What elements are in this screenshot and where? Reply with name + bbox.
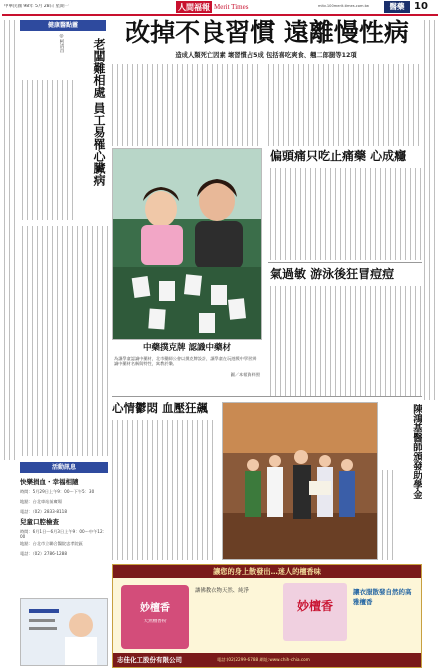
- photo-caption-body: 為讓學童認識中藥材，北市藥師公會以撲克牌設計，讓學童在玩遊戲中學習辨識中藥材名稱與特性，寓教於樂。: [114, 356, 257, 367]
- issue-date: 中華民國 98年 5月 28日 星期一: [4, 4, 70, 9]
- left-margin-body: [4, 20, 18, 460]
- page-number: 10: [414, 1, 428, 12]
- lead-body: [112, 64, 262, 146]
- event-dental-check-phone: 電話：（02）2786-1288: [20, 551, 67, 556]
- small-clinic-ad: [20, 598, 108, 666]
- masthead-logo-en: Merit Times: [214, 3, 249, 11]
- lead-body-2: [268, 64, 420, 146]
- left-column-headline: 老闆難相處 員工易罹心臟病: [92, 38, 106, 187]
- ceremony-illustration: [223, 403, 378, 560]
- article-body-migraine: [270, 168, 422, 260]
- ad-tagline-1: 讓佛教衣物天然、純淨: [195, 588, 249, 594]
- photo-scholarship-ceremony: [222, 402, 378, 560]
- column-author: ◎柯清昌: [59, 34, 64, 53]
- event-blood-donation-time: 時間：5月29日上午9：00～下午5：30: [20, 489, 95, 494]
- event-dental-check-time: 時間：6月1日～6月3日上午9：00～中午12：00: [20, 529, 107, 539]
- ad-company-name: 志佳化工股份有限公司: [117, 656, 182, 664]
- event-dental-check-place: 地點：台北市立聯合醫院忠孝院區: [20, 541, 83, 546]
- ad-banner: 讓您的身上散發出…迷人的檀香味: [113, 565, 421, 578]
- article-body-scholarship: [382, 470, 394, 560]
- lead-headline: 改掉不良習慣 遠離慢性病: [125, 18, 409, 47]
- event-blood-donation-phone: 電話：（02）2833-8118: [20, 509, 67, 514]
- ad-brand-left: 妙檀香: [140, 603, 170, 614]
- article-headline-scholarship: 陳鴻基醫師頒發助學金: [411, 404, 422, 499]
- ad-product-box: [121, 585, 189, 649]
- article-headline-blood-pressure: 心情鬱悶 血壓狂飆: [112, 401, 209, 415]
- lead-subheadline: 造成人類死亡因素 壞習慣占5成 包括喜吃爽食、翹二郎腿等12項: [175, 52, 357, 59]
- ad-company-contact: 電話:(02)2299-6788 網址:www.chih-chia.com: [217, 657, 310, 662]
- article-headline-allergy: 氣過敏 游泳後狂冒痘痘: [270, 267, 395, 281]
- article-divider: [268, 262, 422, 263]
- left-column-body: [22, 80, 74, 220]
- bottom-divider: [112, 396, 422, 397]
- left-column-body-2: [22, 226, 110, 456]
- photo-herbal-cards: [112, 148, 262, 340]
- ad-product-note: 天然檀香粉: [143, 619, 167, 624]
- masthead-rule: [2, 14, 438, 16]
- article-headline-migraine: 偏頭痛只吃止痛藥 心成癮: [270, 149, 407, 163]
- event-dental-check-title: 兒童口腔檢查: [20, 518, 59, 526]
- photo-caption-title: 中藥撲克牌 認識中藥材: [143, 343, 231, 353]
- section-tag-health: 健康醫點靈: [20, 20, 106, 31]
- section-tag-events: 活動訊息: [20, 462, 108, 473]
- ad-brand-right: 妙檀香: [296, 599, 333, 613]
- event-blood-donation-place: 地點：台北車站前廣場: [20, 499, 62, 504]
- sandalwood-ad: [112, 564, 422, 668]
- photo-credit: 圖／本報資料照: [230, 372, 260, 377]
- masthead-logo: 人間福報: [178, 2, 210, 12]
- clinic-ad-image: [21, 599, 108, 666]
- article-body-blood-pressure: [112, 420, 216, 560]
- site-url: mitv.100merit-times.com.tw: [318, 4, 369, 8]
- right-margin-body: [424, 20, 438, 400]
- section-name: 醫藥: [384, 1, 410, 13]
- ad-tagline-2: 讓衣服散發自然的高雅檀香: [353, 588, 412, 606]
- event-blood-donation-title: 快樂捐血・幸福相隨: [20, 478, 79, 486]
- photo-illustration: [113, 149, 262, 340]
- article-body-allergy: [270, 286, 422, 396]
